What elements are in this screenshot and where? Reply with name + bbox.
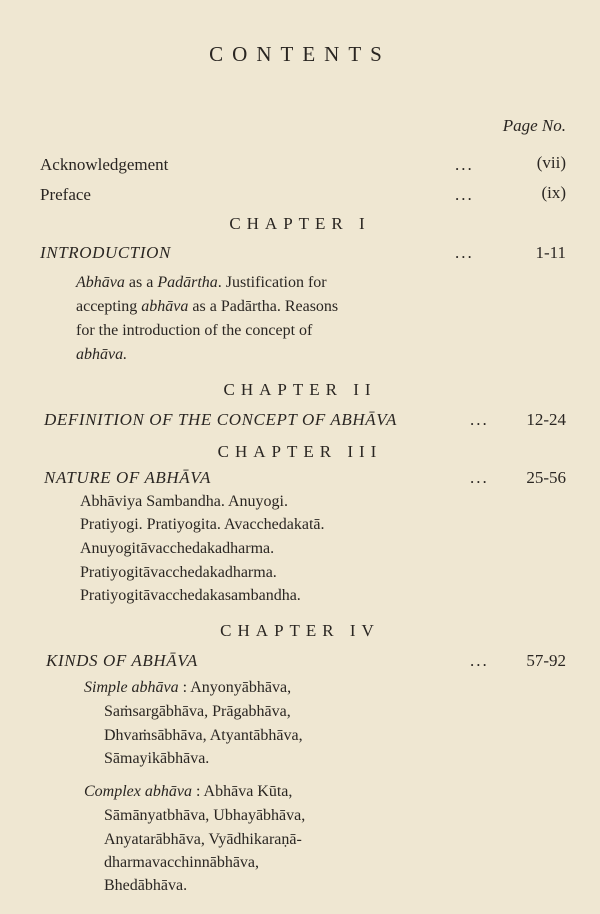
leader-dots: ... xyxy=(470,651,489,670)
chapter-heading-4: CHAPTER IV xyxy=(220,621,380,640)
chapter-1-desc-line-2: accepting abhāva as a Padārtha. Reasons xyxy=(76,298,339,315)
page-title: CONTENTS xyxy=(209,42,391,66)
page-number: (ix) xyxy=(541,183,566,202)
chapter-3-topic-line: Abhāviya Sambandha. Anuyogi. xyxy=(80,493,288,510)
page-number: (vii) xyxy=(536,153,566,172)
complex-abhava-line: Sāmānyatbhāva, Ubhayābhāva, xyxy=(104,807,306,824)
chapter-title-1: INTRODUCTION xyxy=(40,243,171,262)
toc-entry-preface: Preface xyxy=(40,185,91,204)
page-range-4: 57-92 xyxy=(526,651,566,670)
page-range-3: 25-56 xyxy=(526,468,566,487)
leader-dots: ... xyxy=(455,155,474,174)
chapter-1-desc-line-1: Abhāva as a Padārtha. Justification for xyxy=(76,274,327,291)
chapter-heading-2: CHAPTER II xyxy=(223,380,377,399)
complex-abhava-line: Complex abhāva : Abhāva Kūta, xyxy=(84,783,293,800)
complex-abhava-line: dharmavacchinnābhāva, xyxy=(104,854,260,871)
chapter-1-desc-line-3: for the introduction of the concept of xyxy=(76,322,313,339)
leader-dots: ... xyxy=(470,468,489,487)
simple-abhava-line: Simple abhāva : Anyonyābhāva, xyxy=(84,679,292,696)
chapter-title-2: DEFINITION OF THE CONCEPT OF ABHĀVA xyxy=(44,410,397,429)
page-range-1: 1-11 xyxy=(535,243,566,262)
simple-abhava-line: Sāmayikābhāva. xyxy=(104,750,210,767)
chapter-3-topic-line: Pratiyogi. Pratiyogita. Avacchedakatā. xyxy=(80,516,325,533)
chapter-3-topic-line: Pratiyogitāvacchedakasambandha. xyxy=(80,587,301,604)
chapter-heading-3: CHAPTER III xyxy=(217,442,383,461)
page-range-2: 12-24 xyxy=(526,410,566,429)
toc-entry-acknowledgement: Acknowledgement xyxy=(40,155,169,174)
simple-abhava-line: Dhvaṁsābhāva, Atyantābhāva, xyxy=(104,727,303,744)
leader-dots: ... xyxy=(470,410,489,429)
chapter-3-topic-line: Anuyogitāvacchedakadharma. xyxy=(80,540,275,557)
simple-abhava-line: Saṁsargābhāva, Prāgabhāva, xyxy=(104,703,291,720)
chapter-heading-1: CHAPTER I xyxy=(229,214,371,233)
page-no-header: Page No. xyxy=(502,116,566,135)
leader-dots: ... xyxy=(455,185,474,204)
chapter-1-desc-line-4: abhāva. xyxy=(76,346,128,363)
leader-dots: ... xyxy=(455,243,474,262)
chapter-title-3: NATURE OF ABHĀVA xyxy=(44,468,211,487)
chapter-3-topic-line: Pratiyogitāvacchedakadharma. xyxy=(80,564,277,581)
complex-abhava-line: Bhedābhāva. xyxy=(104,877,188,894)
complex-abhava-line: Anyatarābhāva, Vyādhikaraṇā- xyxy=(104,831,302,848)
chapter-title-4: KINDS OF ABHĀVA xyxy=(46,651,198,670)
